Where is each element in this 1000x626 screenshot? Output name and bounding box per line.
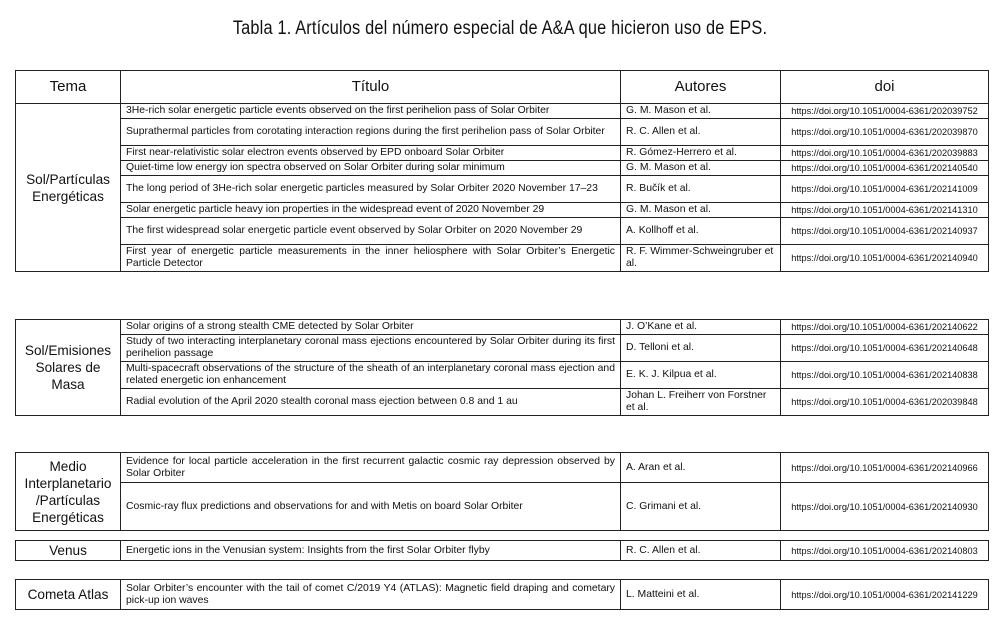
table-row xyxy=(16,245,989,272)
autores-cell: R. C. Allen et al. xyxy=(621,541,781,561)
autores-cell: C. Grimani et al. xyxy=(621,483,781,531)
autores-cell: A. Aran et al. xyxy=(621,453,781,483)
doi-link[interactable]: https://doi.org/10.1051/0004-6361/202141229 xyxy=(781,580,989,610)
autores-cell: E. K. J. Kilpua et al. xyxy=(621,362,781,389)
table-caption: Tabla 1. Artículos del número especial de A&A que hicieron uso de EPS. xyxy=(232,18,768,39)
titulo-cell: Solar energetic particle heavy ion properties in the widespread event of 2020 November 29 xyxy=(121,203,621,218)
autores-cell: L. Matteini et al. xyxy=(621,580,781,610)
autores-cell: R. F. Wimmer-Schweingruber et al. xyxy=(621,245,781,272)
doi-link[interactable]: https://doi.org/10.1051/0004-6361/202140937 xyxy=(781,218,989,245)
titulo-cell: Solar Orbiter’s encounter with the tail of comet C/2019 Y4 (ATLAS): Magnetic field draping and cometary pick-up ion waves xyxy=(121,580,621,610)
autores-cell: G. M. Mason et al. xyxy=(621,161,781,176)
table-row xyxy=(16,119,989,146)
autores-cell: G. M. Mason et al. xyxy=(621,203,781,218)
titulo-cell: Radial evolution of the April 2020 stealth coronal mass ejection between 0.8 and 1 au xyxy=(121,389,621,416)
group-table-sol-emisiones xyxy=(15,319,989,416)
autores-cell: R. C. Allen et al. xyxy=(621,119,781,146)
titulo-cell: Cosmic-ray flux predictions and observations for and with Metis on board Solar Orbiter xyxy=(121,483,621,531)
doi-link[interactable]: https://doi.org/10.1051/0004-6361/202140838 xyxy=(781,362,989,389)
titulo-cell: Energetic ions in the Venusian system: Insights from the first Solar Orbiter flyby xyxy=(121,541,621,561)
table-row xyxy=(16,203,989,218)
doi-link[interactable]: https://doi.org/10.1051/0004-6361/202140803 xyxy=(781,541,989,561)
group-table-medio-interplanetario xyxy=(15,452,989,531)
table-row xyxy=(16,320,989,335)
tema-cell: Sol/Emisiones Solares de Masa xyxy=(16,320,121,416)
titulo-cell: 3He-rich solar energetic particle events observed on the first perihelion pass of Solar Orbiter xyxy=(121,104,621,119)
table-row xyxy=(16,146,989,161)
table-row xyxy=(16,104,989,119)
doi-link[interactable]: https://doi.org/10.1051/0004-6361/202140940 xyxy=(781,245,989,272)
autores-cell: R. Gómez-Herrero et al. xyxy=(621,146,781,161)
doi-link[interactable]: https://doi.org/10.1051/0004-6361/202141009 xyxy=(781,176,989,203)
table-row xyxy=(16,335,989,362)
autores-cell: G. M. Mason et al. xyxy=(621,104,781,119)
titulo-cell: The first widespread solar energetic particle event observed by Solar Orbiter on 2020 November 29 xyxy=(121,218,621,245)
doi-link[interactable]: https://doi.org/10.1051/0004-6361/202039883 xyxy=(781,146,989,161)
header-tema: Tema xyxy=(16,71,121,104)
header-table xyxy=(15,70,989,104)
titulo-cell: Suprathermal particles from corotating interaction regions during the first perihelion pass of Solar Orbiter xyxy=(121,119,621,146)
autores-cell: J. O’Kane et al. xyxy=(621,320,781,335)
tema-cell: Cometa Atlas xyxy=(16,580,121,610)
table-row xyxy=(16,483,989,531)
tema-cell: Medio Interplanetario /Partículas Energéticas xyxy=(16,453,121,531)
titulo-cell: Quiet-time low energy ion spectra observed on Solar Orbiter during solar minimum xyxy=(121,161,621,176)
table-row xyxy=(16,389,989,416)
autores-cell: Johan L. Freiherr von Forstner et al. xyxy=(621,389,781,416)
doi-link[interactable]: https://doi.org/10.1051/0004-6361/202140622 xyxy=(781,320,989,335)
table-row xyxy=(16,580,989,610)
titulo-cell: Solar origins of a strong stealth CME detected by Solar Orbiter xyxy=(121,320,621,335)
titulo-cell: Study of two interacting interplanetary coronal mass ejections encountered by Solar Orbiter during its first perihelion passage xyxy=(121,335,621,362)
titulo-cell: Evidence for local particle acceleration in the first recurrent galactic cosmic ray depression observed by Solar Orbiter xyxy=(121,453,621,483)
table-row xyxy=(16,218,989,245)
header-titulo: Título xyxy=(121,71,621,104)
table-row xyxy=(16,161,989,176)
table-row xyxy=(16,362,989,389)
titulo-cell: First near-relativistic solar electron events observed by EPD onboard Solar Orbiter xyxy=(121,146,621,161)
titulo-cell: The long period of 3He-rich solar energetic particles measured by Solar Orbiter 2020 November 17–23 xyxy=(121,176,621,203)
autores-cell: R. Bučík et al. xyxy=(621,176,781,203)
doi-link[interactable]: https://doi.org/10.1051/0004-6361/202140648 xyxy=(781,335,989,362)
titulo-cell: Multi-spacecraft observations of the structure of the sheath of an interplanetary coronal mass ejection and related energetic ion enhancement xyxy=(121,362,621,389)
doi-link[interactable]: https://doi.org/10.1051/0004-6361/202039848 xyxy=(781,389,989,416)
tema-cell: Venus xyxy=(16,541,121,561)
table-row xyxy=(16,176,989,203)
autores-cell: A. Kollhoff et al. xyxy=(621,218,781,245)
table-row xyxy=(16,541,989,561)
group-table-sol-particulas xyxy=(15,103,989,272)
group-table-venus xyxy=(15,540,989,561)
doi-link[interactable]: https://doi.org/10.1051/0004-6361/202140966 xyxy=(781,453,989,483)
titulo-cell: First year of energetic particle measurements in the inner heliosphere with Solar Orbiter’s Energetic Particle Detector xyxy=(121,245,621,272)
group-table-cometa-atlas xyxy=(15,579,989,610)
table-row xyxy=(16,453,989,483)
doi-link[interactable]: https://doi.org/10.1051/0004-6361/202039752 xyxy=(781,104,989,119)
doi-link[interactable]: https://doi.org/10.1051/0004-6361/202140540 xyxy=(781,161,989,176)
tema-cell: Sol/Partículas Energéticas xyxy=(16,104,121,272)
header-doi: doi xyxy=(781,71,989,104)
doi-link[interactable]: https://doi.org/10.1051/0004-6361/202141310 xyxy=(781,203,989,218)
autores-cell: D. Telloni et al. xyxy=(621,335,781,362)
header-autores: Autores xyxy=(621,71,781,104)
doi-link[interactable]: https://doi.org/10.1051/0004-6361/202140930 xyxy=(781,483,989,531)
doi-link[interactable]: https://doi.org/10.1051/0004-6361/202039870 xyxy=(781,119,989,146)
